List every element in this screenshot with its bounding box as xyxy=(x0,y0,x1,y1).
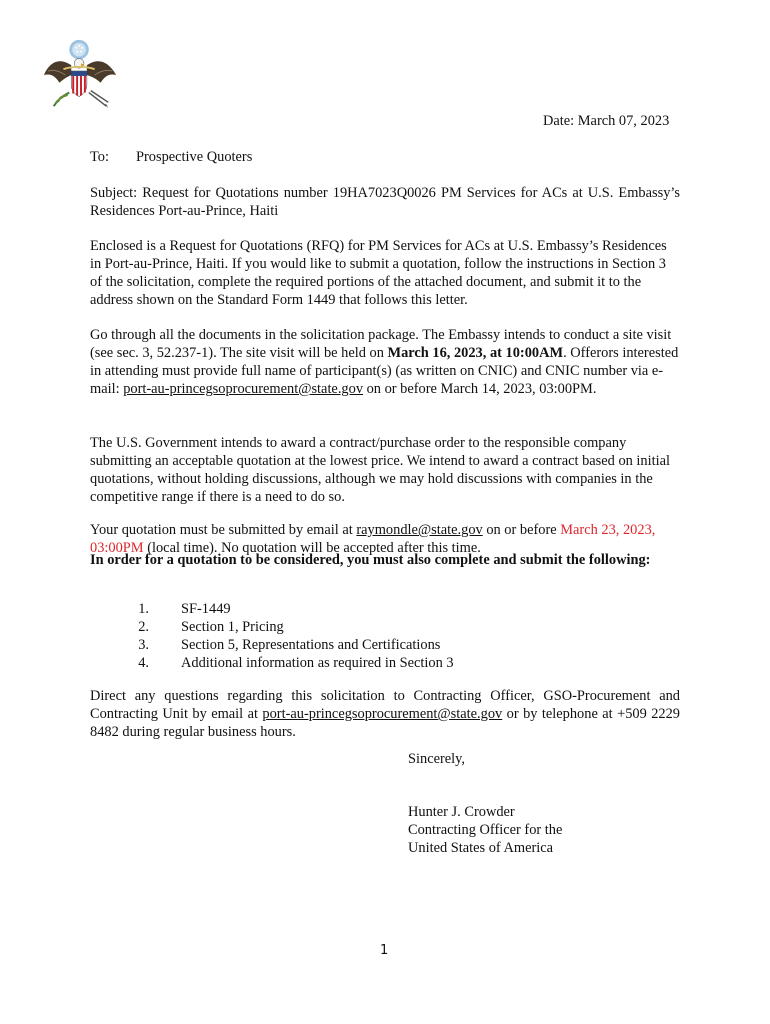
paragraph-questions xyxy=(90,687,680,741)
questions-text: Direct any questions regarding this solicitation to Contracting Officer, GSO-Procurement and Contracting Unit by email at xyxy=(90,688,680,722)
procurement-email-link[interactable]: port-au-princegsoprocurement@state.gov xyxy=(123,381,364,397)
submission-deadline: March 23, 2023, 03:00PM xyxy=(90,522,656,556)
site-visit-date: March 16, 2023, at 10:00AM xyxy=(387,345,564,361)
questions-email-link[interactable]: port-au-princegsoprocurement@state.gov xyxy=(262,706,503,722)
paragraph-requirements-heading: In order for a quotation to be considered, you must also complete and submit the following: xyxy=(90,552,651,568)
submission-email-link[interactable]: raymondle@state.gov xyxy=(356,522,483,538)
signer-title: Contracting Officer for the xyxy=(408,822,563,838)
site-visit-deadline: on or before March 14, 2023, 03:00PM. xyxy=(363,381,597,397)
questions-text-2: or by telephone at +509 2229 8482 during regular business hours. xyxy=(90,706,680,740)
submission-text-3: (local time). No quotation will be accepted after this time. xyxy=(143,540,481,556)
paragraph-enclosure: Enclosed is a Request for Quotations (RFQ) for PM Services for ACs at U.S. Embassy’s Residences in Port-au-Prince, Haiti. If you would like to submit a quotation, follow the instructions in Section 3 of the solicitation, complete the required portions of the attached document, and submit it to the address shown on the Standard Form 1449 that follows this letter. xyxy=(90,238,667,308)
closing-salutation: Sincerely, xyxy=(408,751,466,767)
page-number: 1 xyxy=(380,943,389,958)
paragraph-award: The U.S. Government intends to award a contract/purchase order to the responsible company submitting an acceptable quotation at the lowest price. We intend to award a contract based on initial quotations, without holding discussions, although we may hold discussions with companies in the competitive range if there is a need to do so. xyxy=(90,435,671,505)
paragraph-site-visit xyxy=(90,326,680,398)
letter-date: Date: March 07, 2023 xyxy=(543,113,670,129)
submission-text-2: on or before xyxy=(482,522,561,538)
us-great-seal-eagle-icon xyxy=(42,36,120,114)
submission-text: Your quotation must be submitted by email at xyxy=(90,522,357,538)
site-visit-text: Go through all the documents in the solicitation package. The Embassy intends to conduct a site visit (see sec. 3, 52.237-1). The site visit will be held on xyxy=(90,327,672,361)
signer-name: Hunter J. Crowder xyxy=(408,804,515,820)
signer-title-2: United States of America xyxy=(408,840,554,856)
letter-page: Date: March 07, 2023 To: Prospective Quoters Subject: Request for Quotations number 19HA7023Q0026 PM Services for ACs at U.S. Embassy’s Residences Port-au-Prince, Haiti Enclosed is a Request for Quotations (RFQ) for PM Services for ACs at U.S. Embassy’s Residences in Port-au-Prince, Haiti. If you would like to submit a quotation, follow the instructions in Section 3 of the solicitation, complete the required portions of the attached document, and submit it to the address shown on the Standard Form 1449 that follows this letter. Go through all the documents in the solicitation package. The Embassy intends to conduct a site visit (see sec. 3, 52.237-1). The site visit will be held on March 16, 2023, at 10:00AM. Offerors interested in attending must provide full name of participant(s) (as written on CNIC) and CNIC number via e-mail: port-au-princegsoprocurement@state.gov on or before March 14, 2023, 03:00PM. The U.S. Government intends to award a contract/purchase order to the responsible company submitting an acceptable quotation at the lowest price. We intend to award a contract based on initial quotations, without holding discussions, although we may hold discussions with companies in the competitive range if there is a need to do so. Your quotation must be submitted by email at raymondle@state.gov on or before March 23, 2023, 03:00PM (local time). No quotation will be accepted after this time. In order for a quotation to be considered, you must also complete and submit the following: 1. SF-1449 2. Section 1, Pricing 3. Section 5, Representations and Certifications 4. Additional information as required in Section 3 Direct any questions regarding this solicitation to Contracting Officer, GSO-Procurement and Contracting Unit by email at port-au-princegsoprocurement@state.gov or by telephone at +509 2229 8482 during regular business hours. Sincerely, Hunter J. Crowder Contracting Officer for the United States of America 1 xyxy=(0,0,770,1024)
to-label: To: xyxy=(90,149,109,165)
recipient-line xyxy=(90,148,253,166)
recipient: Prospective Quoters xyxy=(136,149,253,165)
subject-line: Subject: Request for Quotations number 19HA7023Q0026 PM Services for ACs at U.S. Embassy’s Residences Port-au-Prince, Haiti xyxy=(90,185,680,219)
site-visit-text-2: . Offerors interested in attending must provide full name of participant(s) (as written on CNIC) and CNIC number via e-mail: xyxy=(90,345,679,397)
signature-block xyxy=(408,803,562,857)
